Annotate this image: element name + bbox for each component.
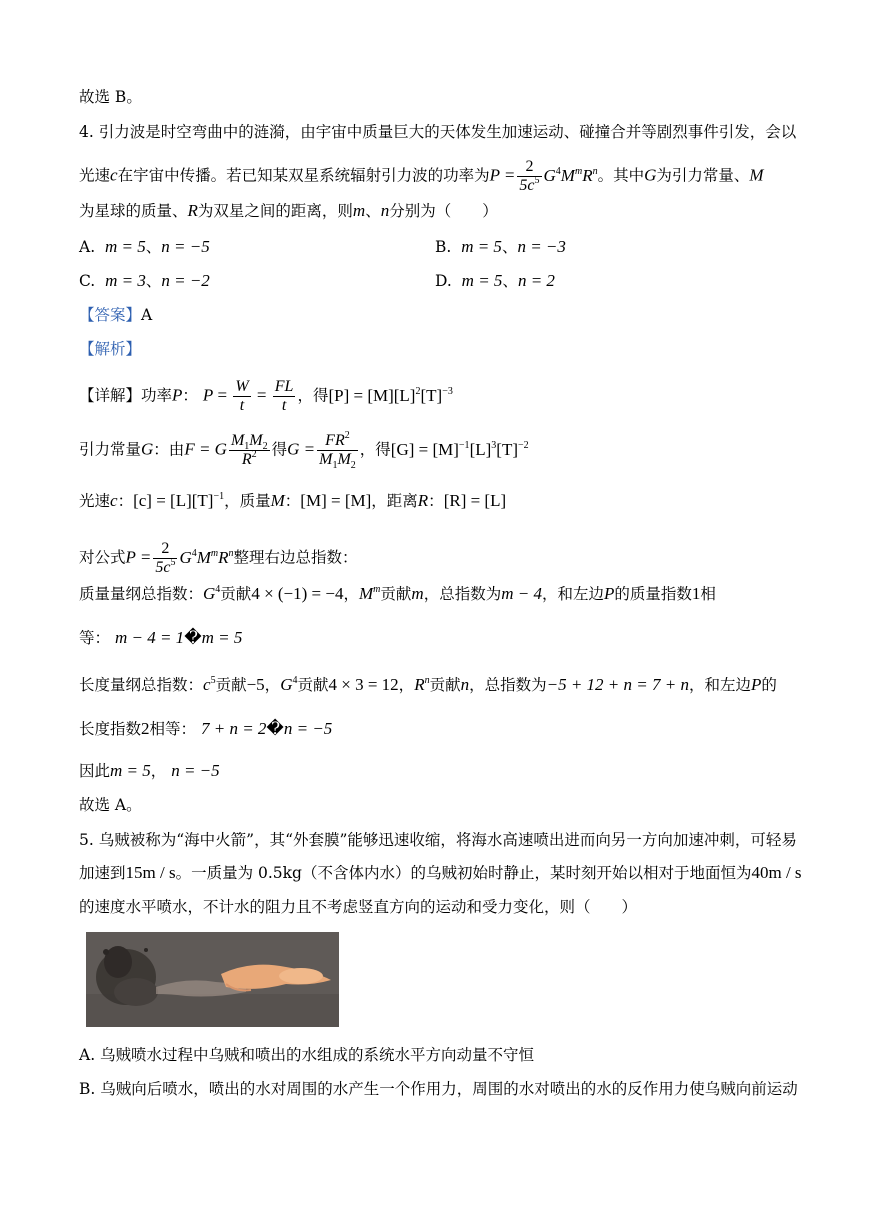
detail-line-8: 长度指数2相等： 7 + n = 2�n = −5 — [79, 719, 333, 738]
q4-option-b: B. m = 5、n = −3 — [435, 237, 566, 256]
previous-answer-line: 故选 B。 — [79, 88, 142, 106]
detail-line-3: 光速c：$[c] = [L][T]^{-1}$，质量M：[M] = [M]，距离R：[R] = [L] — [79, 491, 507, 510]
final-answer-line: 故选 A。 — [79, 796, 142, 814]
q4-stem-line-1: 4. 引力波是时空弯曲中的涟漪，由宇宙中质量巨大的天体发生加速运动、碰撞合并等剧烈事件引发，会以 — [79, 123, 797, 141]
answer-line: 【答案】A — [79, 306, 153, 324]
q5-option-a: A. 乌贼喷水过程中乌贼和喷出的水组成的系统水平方向动量不守恒 — [79, 1046, 535, 1064]
q5-stem-line-3: 的速度水平喷水，不计水的阻力且不考虑竖直方向的运动和受力变化，则（ ） — [79, 898, 638, 916]
q4-option-c: C. m = 3、n = −2 — [79, 271, 210, 290]
squid-photo — [86, 932, 339, 1027]
squid-illustration — [86, 932, 339, 1027]
q5-stem-line-2: 加速到15m / s。一质量为 0.5kg（不含体内水）的乌贼初始时静止，某时刻开始以相对于地面恒为40m / s — [79, 863, 802, 882]
q4-stem-line-3: 为星球的质量、R为双星之间的距离，则m、n分别为（ ） — [79, 201, 498, 220]
q4-option-d: D. m = 5、n = 2 — [435, 271, 555, 290]
detail-line-4: 对公式P = $\frac{2}{5c^5}$ $G^4M^mR^n$整理右边总指数： — [79, 540, 358, 576]
q5-option-b: B. 乌贼向后喷水，喷出的水对周围的水产生一个作用力，周围的水对喷出的水的反作用力使乌贼向前运动 — [79, 1080, 798, 1098]
q5-stem-line-1: 5. 乌贼被称为“海中火箭”，其“外套膜”能够迅速收缩，将海水高速喷出进而向另一方向加速冲刺，可轻易 — [79, 831, 797, 849]
detail-line-1: 【详解】功率P： P = $\frac{W}{t}$ = $\frac{FL}{t}$ ，得$[P] = [M][L]^2[T]^{-3}$ — [79, 378, 453, 414]
detail-line-2: 引力常量G：由F = G $\frac{M_1M_2}{R^2}$ 得G = $\frac{FR^2}{M_1M_2}$ ，得$[G] = [M]^{-1}[L]^3[T]^{-2}$ — [79, 430, 529, 471]
analysis-tag-line: 【解析】 — [79, 340, 142, 358]
q4-option-a: A. m = 5、n = −5 — [79, 237, 210, 256]
detail-line-5: 质量量纲总指数：$G^4$贡献4 × (−1) = −4，$M^m$贡献m，总指数为m − 4，和左边P的质量指数1相 — [79, 584, 716, 603]
detail-line-9: 因此m = 5， n = −5 — [79, 761, 220, 780]
q4-stem-line-2: 光速c在宇宙中传播。若已知某双星系统辐射引力波的功率为P = $\frac{2}{5c^5}$ $G^4M^mR^n$。其中G为引力常量、M — [79, 158, 764, 194]
detail-line-7: 长度量纲总指数：$c^5$贡献−5，$G^4$贡献4 × 3 = 12，$R^n$贡献n，总指数为−5 + 12 + n = 7 + n，和左边P的 — [79, 675, 777, 694]
fraction-2-over-5c5: $\frac{2}{5c^5}$ — [519, 158, 540, 194]
detail-line-6: 等： m − 4 = 1�m = 5 — [79, 628, 243, 647]
